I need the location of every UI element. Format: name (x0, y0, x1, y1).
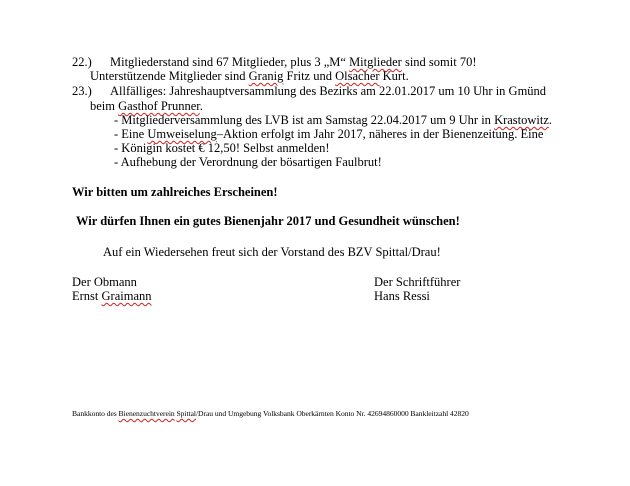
item-text: sind somit 70! (401, 55, 477, 69)
bullet-2 (114, 127, 543, 142)
signature-left-role: Der Obmann (72, 275, 137, 289)
signature-left-name (72, 289, 152, 304)
footer-text: /Drau und Umgebung Volksbank Oberkärnten Konto Nr. 42694860000 Bankleitzahl 42820 (195, 409, 469, 418)
bullet-4: - Aufhebung der Verordnung der bösartigen Faulbrut! (114, 155, 382, 169)
item-22-line-2 (90, 69, 409, 84)
spellcheck-word: Gasthof Prunner (118, 99, 200, 113)
bullet-text: –Aktion erfolgt im Jahr 2017, näheres in der Bienenzeitung. Eine (216, 127, 544, 141)
item-text: beim (90, 99, 119, 113)
item-text: Unterstützende Mitglieder sind (90, 69, 249, 83)
appeal-text: Wir bitten um zahlreiches Erscheinen! (72, 185, 278, 199)
bullet-text: - Mitgliederversammlung des LVB ist am Samstag 22.04.2017 um 9 Uhr in (114, 113, 495, 127)
spellcheck-word: Krastowitz (494, 113, 549, 127)
item-text: Mitgliederstand sind 67 Mitglieder, plus 3 „M“ (110, 55, 350, 69)
item-number: 23.) (72, 84, 92, 98)
bullet-text: - Eine (114, 127, 148, 141)
bullet-3: - Königin kostet € 12,50! Selbst anmelden! (114, 141, 330, 155)
item-23-line-1 (72, 84, 546, 99)
item-text: Kurt. (379, 69, 409, 83)
item-text: Allfälliges: Jahreshauptversammlung des Bezirks am 22.01.2017 um 10 Uhr in Gmünd (110, 84, 547, 98)
bullet-1 (114, 113, 552, 128)
bullet-text: . (548, 113, 553, 127)
signature-right-role: Der Schriftführer (374, 275, 461, 289)
signature-right-name: Hans Ressi (374, 289, 430, 303)
footer-text: Bankkonto des (72, 409, 119, 418)
spellcheck-word: Graimann (101, 289, 152, 303)
spellcheck-word: Spittal (176, 409, 196, 418)
spellcheck-word: Umweiselung (147, 127, 217, 141)
item-22-line-1 (72, 55, 477, 70)
spellcheck-word: Olsacher (335, 69, 380, 83)
farewell-text: Auf ein Wiedersehen freut sich der Vorstand des BZV Spittal/Drau! (103, 245, 441, 259)
signature-name-text: Ernst (72, 289, 102, 303)
item-23-line-2 (90, 99, 203, 114)
item-number: 22.) (72, 55, 92, 69)
item-text: Fritz und (283, 69, 336, 83)
spellcheck-word: Mitglieder (349, 55, 402, 69)
footer-bank-info (72, 409, 469, 419)
spellcheck-word: Granig (248, 69, 284, 83)
wishes-text: Wir dürfen Ihnen ein gutes Bienenjahr 2017 und Gesundheit wünschen! (76, 214, 460, 228)
item-text: . (199, 99, 203, 113)
spellcheck-word: Bienenzuchtverein (118, 409, 175, 418)
